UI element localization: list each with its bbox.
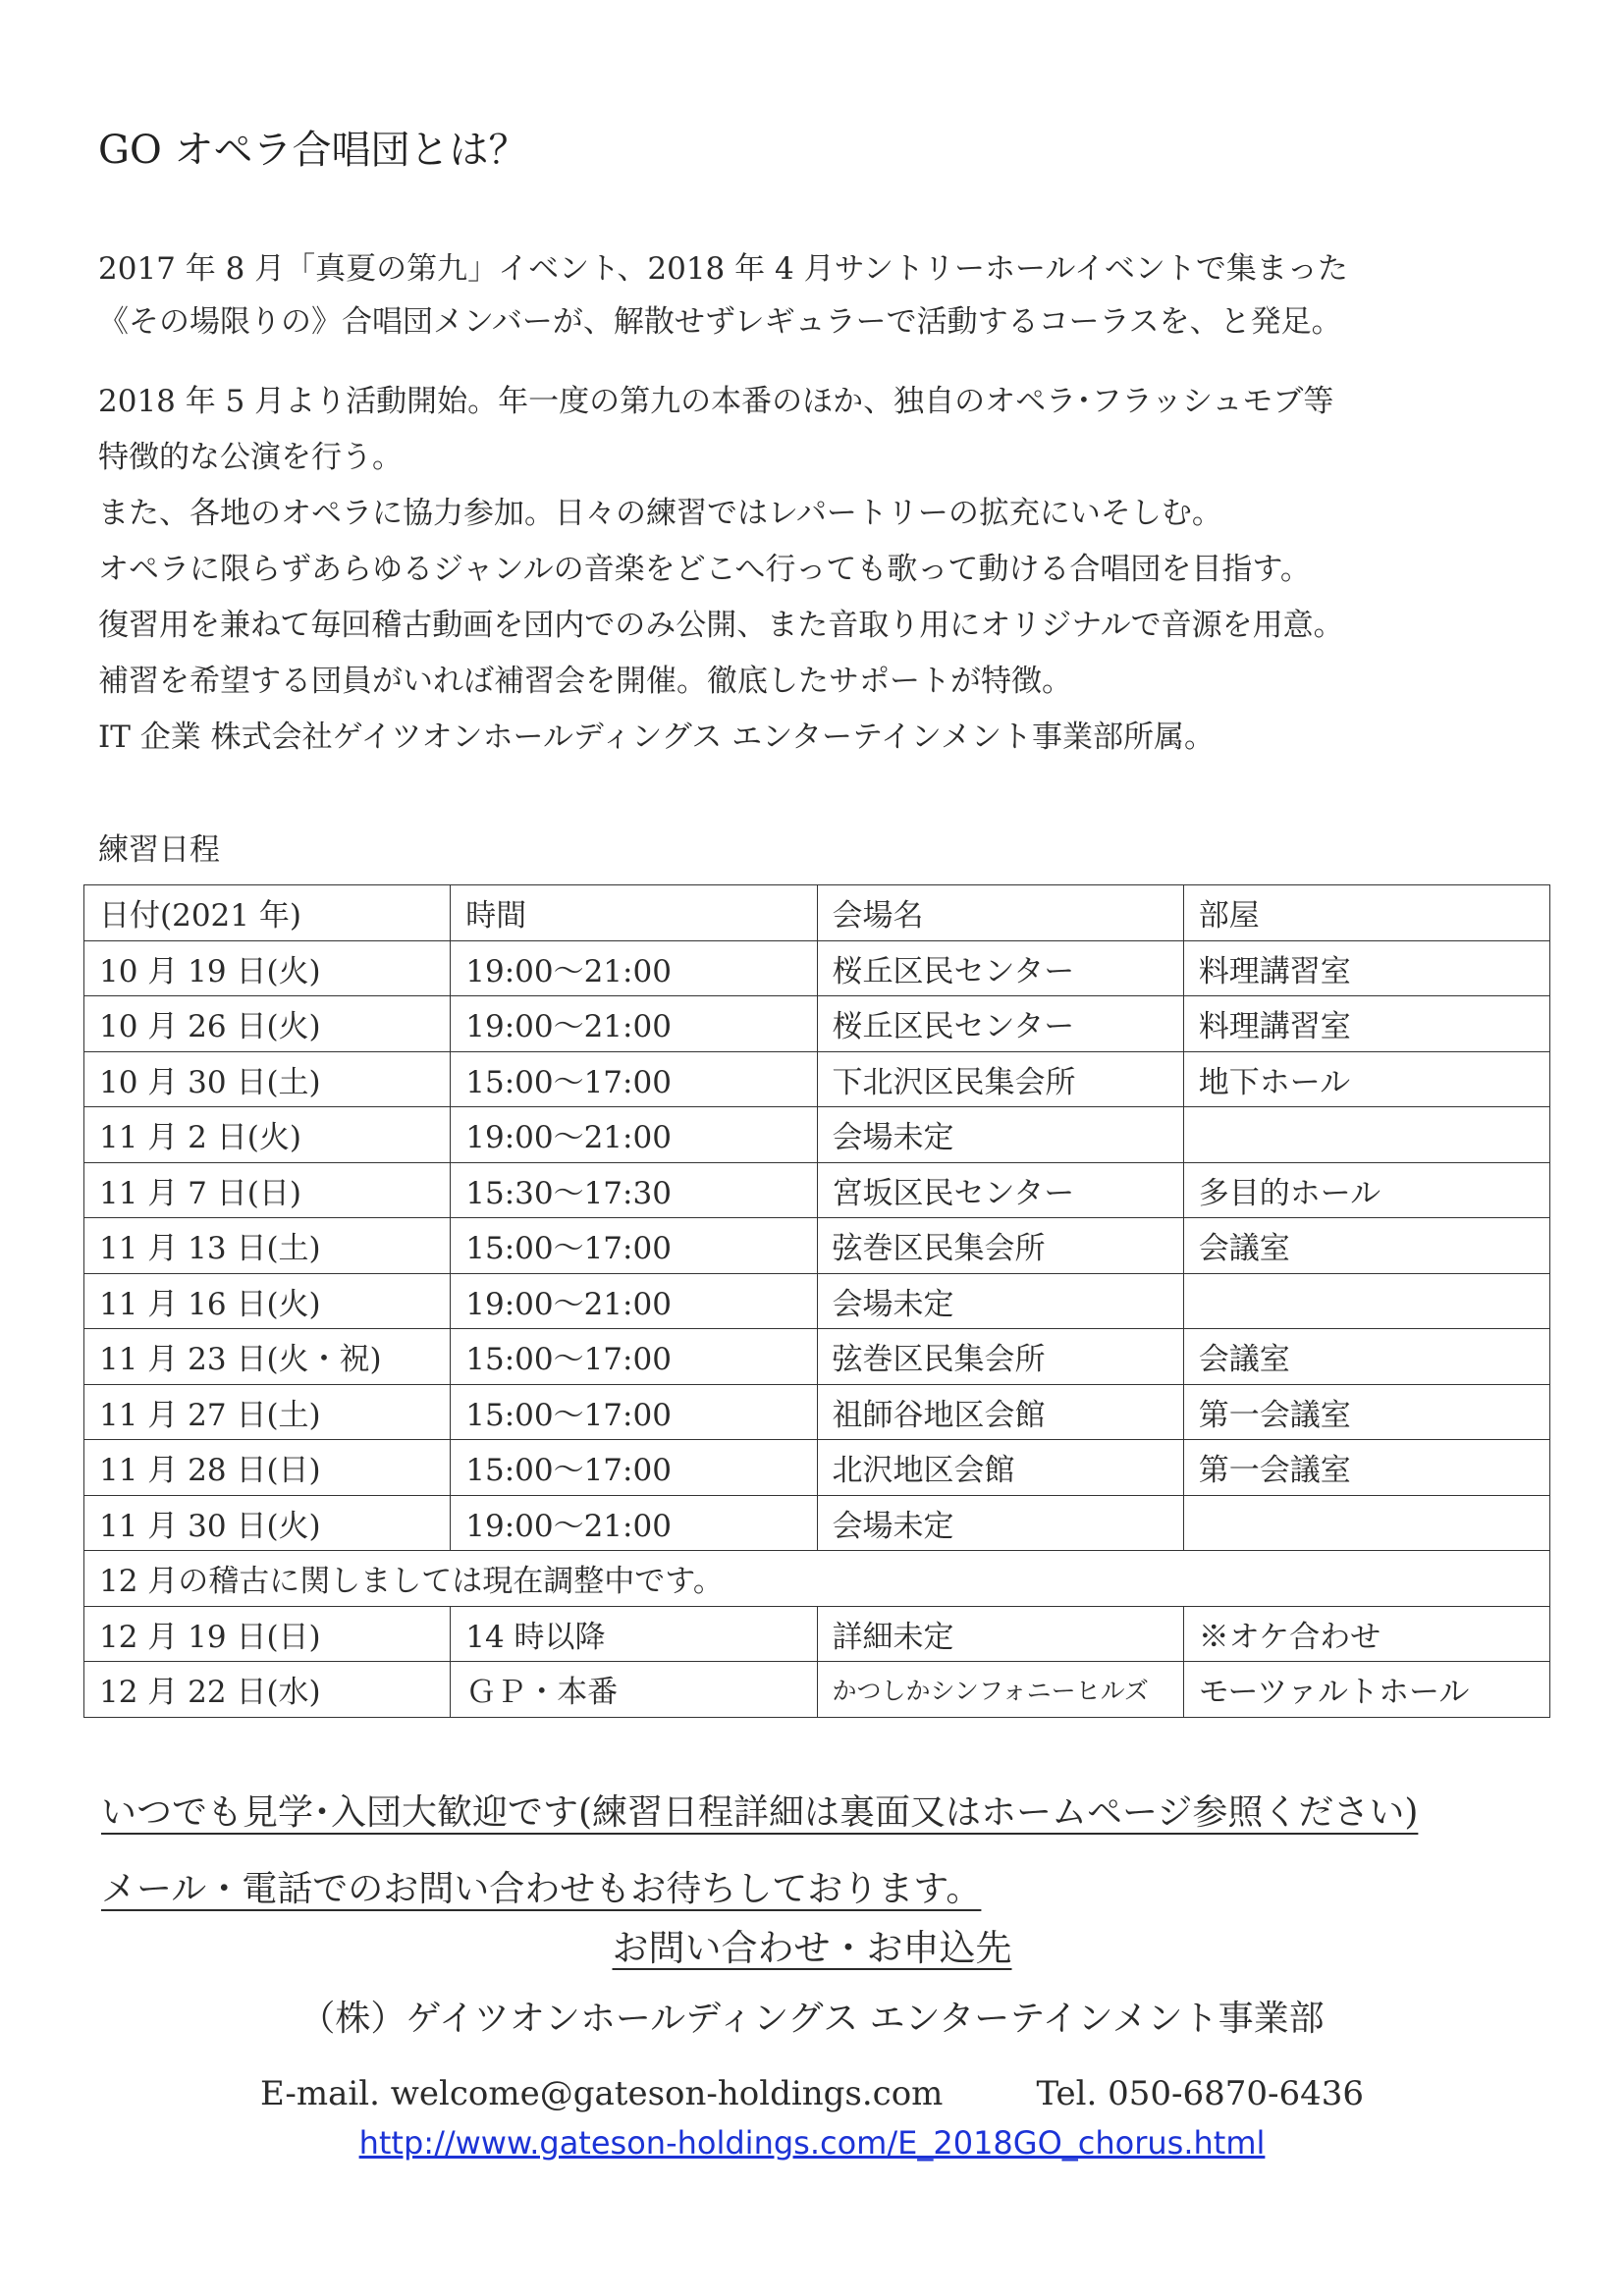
cell-room: 料理講習室 <box>1183 940 1549 996</box>
cell-time: 15:00～17:00 <box>451 1440 817 1496</box>
cell-room: 第一会議室 <box>1183 1384 1549 1440</box>
description-line: オペラに限らずあらゆるジャンルの音楽をどこへ行っても歌って動ける合唱団を目指す。 <box>98 552 1311 587</box>
intro-line: 《その場限りの》合唱団メンバーが、解散せずレギュラーで活動するコーラスを、と発足。 <box>98 304 1342 340</box>
column-header-date: 日付(2021 年) <box>84 885 451 941</box>
cell-room: 料理講習室 <box>1183 996 1549 1052</box>
intro-line: 2017 年 8 月「真夏の第九」イベント、2018 年 4 月サントリーホールイベントで集まった <box>98 251 1348 287</box>
description-paragraph <box>98 374 1551 766</box>
cell-date: 11 月 13 日(土) <box>84 1218 451 1274</box>
cell-room <box>1183 1273 1549 1329</box>
cell-venue: 弦巻区民集会所 <box>817 1218 1183 1274</box>
cell-room: 地下ホール <box>1183 1051 1549 1107</box>
cell-room: 会議室 <box>1183 1329 1549 1385</box>
cell-date: 11 月 28 日(日) <box>84 1440 451 1496</box>
table-row <box>84 1384 1550 1440</box>
contact-details <box>0 2069 1624 2118</box>
cell-time: 19:00～21:00 <box>451 1273 817 1329</box>
cell-time: ＧＰ・本番 <box>451 1662 817 1718</box>
description-line: 復習用を兼ねて毎回稽古動画を団内でのみ公開、また音取り用にオリジナルで音源を用意。 <box>98 608 1344 643</box>
table-row <box>84 1218 1550 1274</box>
contact-email: E-mail. welcome@gateson-holdings.com <box>259 2074 944 2113</box>
description-line: 補習を希望する団員がいれば補習会を開催。徹底したサポートが特徴。 <box>98 664 1072 699</box>
description-line: 2018 年 5 月より活動開始。年一度の第九の本番のほか、独自のオペラ･フラッシュモブ等 <box>98 384 1334 419</box>
cell-venue: 桜丘区民センター <box>817 940 1183 996</box>
cell-venue: 祖師谷地区会館 <box>817 1384 1183 1440</box>
cell-room: 第一会議室 <box>1183 1440 1549 1496</box>
table-row <box>84 940 1550 996</box>
column-header-room: 部屋 <box>1183 885 1549 941</box>
cell-date: 10 月 19 日(火) <box>84 940 451 996</box>
table-row <box>84 1662 1550 1718</box>
table-row <box>84 1107 1550 1163</box>
contact-company: （株）ゲイツオンホールディングス エンターテインメント事業部 <box>299 1999 1325 2039</box>
schedule-title: 練習日程 <box>98 832 220 868</box>
inquiry-note: メール・電話でのお問い合わせもお待ちしております。 <box>101 1869 982 1909</box>
description-line: また、各地のオペラに協力参加。日々の練習ではレパートリーの拡充にいそしむ。 <box>98 496 1222 531</box>
table-row <box>84 996 1550 1052</box>
cell-date: 11 月 27 日(土) <box>84 1384 451 1440</box>
cell-time: 19:00～21:00 <box>451 940 817 996</box>
cell-venue: 会場未定 <box>817 1495 1183 1551</box>
cell-date: 10 月 30 日(土) <box>84 1051 451 1107</box>
cell-venue: 桜丘区民センター <box>817 996 1183 1052</box>
table-row <box>84 1495 1550 1551</box>
cell-date: 10 月 26 日(火) <box>84 996 451 1052</box>
cell-venue: 会場未定 <box>817 1273 1183 1329</box>
cell-date: 12 月 22 日(水) <box>84 1662 451 1718</box>
cell-venue: 弦巻区民集会所 <box>817 1329 1183 1385</box>
cell-date: 12 月 19 日(日) <box>84 1606 451 1662</box>
table-note-row <box>84 1551 1550 1607</box>
cell-venue: かつしかシンフォニーヒルズ <box>817 1662 1183 1718</box>
december-note: 12 月の稽古に関しましては現在調整中です。 <box>84 1551 1550 1607</box>
table-row <box>84 1273 1550 1329</box>
cell-room <box>1183 1495 1549 1551</box>
cell-room <box>1183 1107 1549 1163</box>
cell-venue: 詳細未定 <box>817 1606 1183 1662</box>
cell-time: 15:00～17:00 <box>451 1329 817 1385</box>
contact-heading: お問い合わせ・お申込先 <box>612 1927 1012 1969</box>
intro-paragraph <box>98 242 1551 348</box>
column-header-venue: 会場名 <box>817 885 1183 941</box>
cell-room: 会議室 <box>1183 1218 1549 1274</box>
cell-time: 15:00～17:00 <box>451 1384 817 1440</box>
description-line: 特徴的な公演を行う。 <box>98 440 403 475</box>
welcome-note: いつでも見学･入団大歓迎です(練習日程詳細は裏面又はホームページ参照ください) <box>101 1792 1419 1833</box>
cell-time: 14 時以降 <box>451 1606 817 1662</box>
table-row <box>84 1606 1550 1662</box>
cell-venue: 宮坂区民センター <box>817 1162 1183 1218</box>
cell-date: 11 月 7 日(日) <box>84 1162 451 1218</box>
cell-room: 多目的ホール <box>1183 1162 1549 1218</box>
cell-date: 11 月 30 日(火) <box>84 1495 451 1551</box>
schedule-table <box>83 884 1550 1718</box>
cell-time: 15:00～17:00 <box>451 1051 817 1107</box>
website-link[interactable]: http://www.gateson-holdings.com/E_2018GO_chorus.html <box>358 2124 1266 2162</box>
cell-time: 15:00～17:00 <box>451 1218 817 1274</box>
cell-venue: 下北沢区民集会所 <box>817 1051 1183 1107</box>
cell-venue: 会場未定 <box>817 1107 1183 1163</box>
cell-time: 15:30～17:30 <box>451 1162 817 1218</box>
table-row <box>84 1051 1550 1107</box>
cell-time: 19:00～21:00 <box>451 1107 817 1163</box>
contact-tel: Tel. 050-6870-6436 <box>1036 2074 1365 2113</box>
cell-venue: 北沢地区会館 <box>817 1440 1183 1496</box>
table-header-row <box>84 885 1550 941</box>
cell-date: 11 月 23 日(火・祝) <box>84 1329 451 1385</box>
cell-room: ※オケ合わせ <box>1183 1606 1549 1662</box>
visit-notes <box>101 1775 1418 1928</box>
table-row <box>84 1440 1550 1496</box>
table-row <box>84 1329 1550 1385</box>
cell-time: 19:00～21:00 <box>451 996 817 1052</box>
column-header-time: 時間 <box>451 885 817 941</box>
page-title: GO オペラ合唱団とは？ <box>98 128 528 173</box>
cell-room: モーツァルトホール <box>1183 1662 1549 1718</box>
cell-date: 11 月 2 日(火) <box>84 1107 451 1163</box>
cell-date: 11 月 16 日(火) <box>84 1273 451 1329</box>
table-row <box>84 1162 1550 1218</box>
cell-time: 19:00～21:00 <box>451 1495 817 1551</box>
description-line: IT 企業 株式会社ゲイツオンホールディングス エンターテインメント事業部所属。 <box>98 720 1215 755</box>
